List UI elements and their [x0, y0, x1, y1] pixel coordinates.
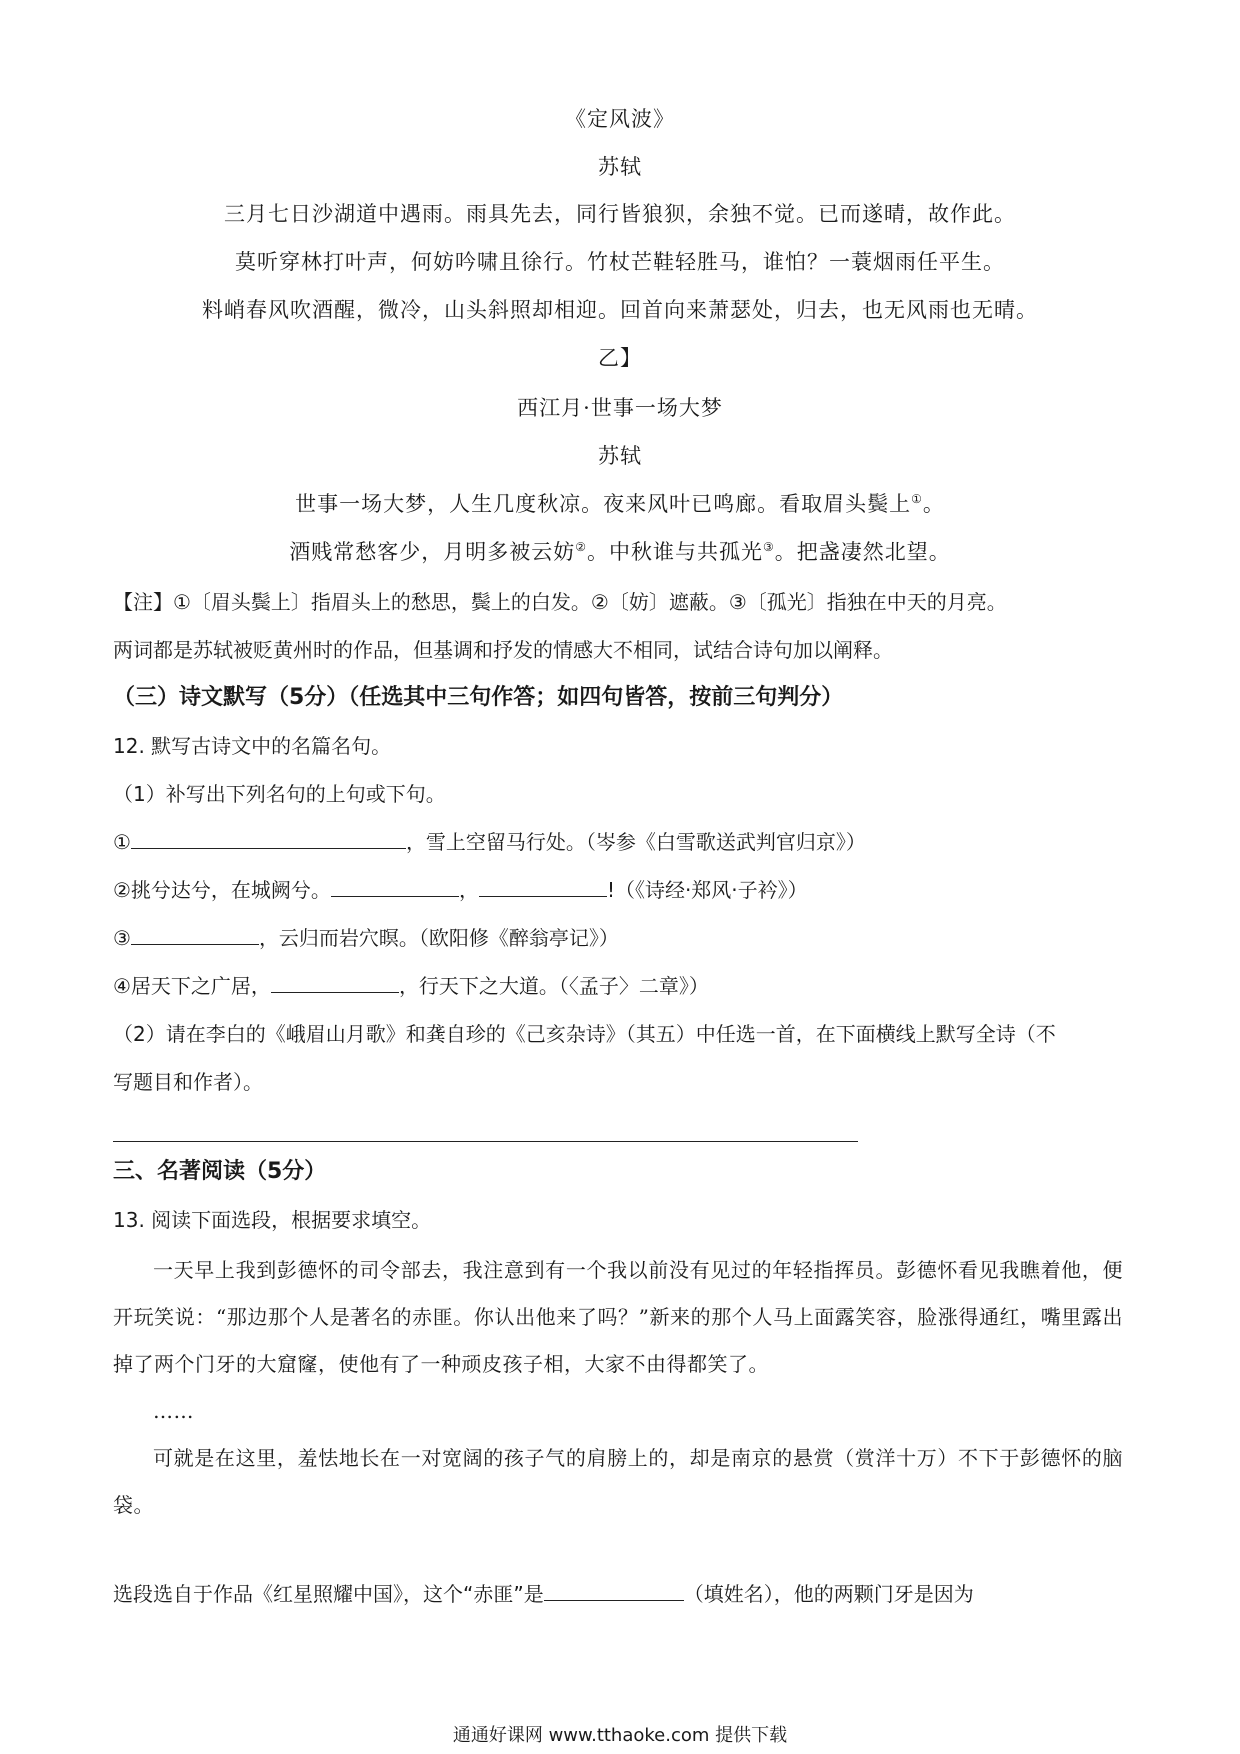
fill-text-a: 选段选自于作品《红星照耀中国》，这个“赤匪”是	[113, 1582, 544, 1606]
question-13: 13. 阅读下面选段，根据要求填空。	[113, 1208, 432, 1232]
page-footer: 通通好课网 www.tthaoke.com 提供下载	[452, 1725, 788, 1746]
item1-number: ①	[113, 830, 131, 854]
poem2-author: 苏轼	[598, 444, 642, 468]
item2-comma: ，	[458, 878, 479, 902]
poem2-line1-text: 世事一场大梦，人生几度秋凉。夜来风叶已鸣廊。看取眉头鬓上	[295, 492, 912, 516]
section-heading-reading: 三、名著阅读（5分）	[113, 1159, 327, 1184]
passage-paragraph-1: 一天早上我到彭德怀的司令部去，我注意到有一个我以前没有见过的年轻指挥员。彭德怀看见我瞧着他，便开玩笑说：“那边那个人是著名的赤匪。你认出他来了吗？”新来的那个人马上面露笑容，脸涨得通红，嘴里露出掉了两个门牙的大窟窿，使他有了一种顽皮孩子相，大家不由得都笑了。	[113, 1258, 1123, 1376]
answer-blank-name[interactable]	[544, 1580, 684, 1601]
poem1-preface: 三月七日沙湖道中遇雨。雨具先去，同行皆狼狈，余独不觉。已而遂晴，故作此。	[224, 202, 1016, 226]
poem1-author: 苏轼	[598, 155, 642, 179]
poem2-title: 西江月·世事一场大梦	[517, 396, 723, 420]
footnote-ref-3: ③	[763, 540, 775, 554]
dictation-item-2	[113, 875, 808, 905]
item2-text: ②挑兮达兮，在城阙兮。	[113, 878, 331, 902]
poem-note: 【注】①〔眉头鬓上〕指眉头上的愁思，鬓上的白发。②〔妨〕遮蔽。③〔孤光〕指独在中天的月亮。	[113, 590, 1007, 614]
poem2-line2-text-a: 酒贱常愁客少，月明多被云妨	[289, 540, 576, 564]
poem2-line2	[110, 537, 1130, 567]
question-11-text: 两词都是苏轼被贬黄州时的作品，但基调和抒发的情感大不相同，试结合诗句加以阐释。	[113, 638, 893, 662]
poem2-line1	[110, 489, 1130, 519]
dictation-item-4	[113, 971, 709, 1001]
answer-blank-4[interactable]	[271, 972, 399, 993]
question-12-part1: （1）补写出下列名句的上句或下句。	[113, 782, 446, 806]
question-12-part2-line2: 写题目和作者）。	[113, 1070, 263, 1094]
section-heading-dictation: （三）诗文默写（5分）（任选其中三句作答；如四句皆答，按前三句判分）	[113, 685, 844, 710]
poem1-title: 《定风波》	[565, 107, 675, 131]
item3-number: ③	[113, 926, 131, 950]
answer-blank-3[interactable]	[131, 924, 259, 945]
poem2-line2-text-c: 。把盏凄然北望。	[774, 540, 951, 564]
passage-paragraph-2: 可就是在这里，羞怯地长在一对宽阔的孩子气的肩膀上的，却是南京的悬赏（赏洋十万）不下于彭德怀的脑袋。	[113, 1446, 1123, 1517]
poem2-line2-text-b: 。中秋谁与共孤光	[587, 540, 763, 564]
dictation-item-3	[113, 923, 619, 953]
poem1-line1: 莫听穿林打叶声，何妨吟啸且徐行。竹杖芒鞋轻胜马，谁怕？一蓑烟雨任平生。	[235, 250, 1005, 274]
answer-line-poem[interactable]	[113, 1141, 858, 1142]
poem1-line2: 料峭春风吹酒醒，微冷，山头斜照却相迎。回首向来萧瑟处，归去，也无风雨也无晴。	[202, 298, 1038, 322]
question-13-fill	[113, 1579, 974, 1609]
dictation-item-1	[113, 827, 866, 857]
poem2-line1-end: 。	[922, 492, 945, 516]
fill-text-b: （填姓名），他的两颗门牙是因为	[683, 1582, 974, 1606]
item1-text: ，雪上空留马行处。（岑参《白雪歌送武判官归京》）	[405, 830, 866, 854]
item3-text: ，云归而岩穴暝。（欧阳修《醉翁亭记》）	[258, 926, 619, 950]
footnote-ref-2: ②	[575, 540, 587, 554]
poem2-marker: 乙】	[598, 346, 642, 370]
question-12: 12. 默写古诗文中的名篇名句。	[113, 734, 392, 758]
question-12-part2-line1: （2）请在李白的《峨眉山月歌》和龚自珍的《己亥杂诗》（其五）中任选一首，在下面横线上默写全诗（不	[113, 1022, 1056, 1046]
answer-blank-2b[interactable]	[479, 876, 607, 897]
answer-blank-1[interactable]	[131, 828, 406, 849]
reading-passage	[113, 1247, 1123, 1529]
item4-end: ，行天下之大道。（〈孟子〉二章》）	[398, 974, 709, 998]
footnote-ref-1: ①	[911, 492, 923, 506]
answer-blank-2a[interactable]	[331, 876, 459, 897]
item2-end: !（《诗经·郑风·子衿》）	[606, 878, 808, 902]
passage-ellipsis: ……	[153, 1399, 194, 1423]
item4-text: ④居天下之广居，	[113, 974, 271, 998]
